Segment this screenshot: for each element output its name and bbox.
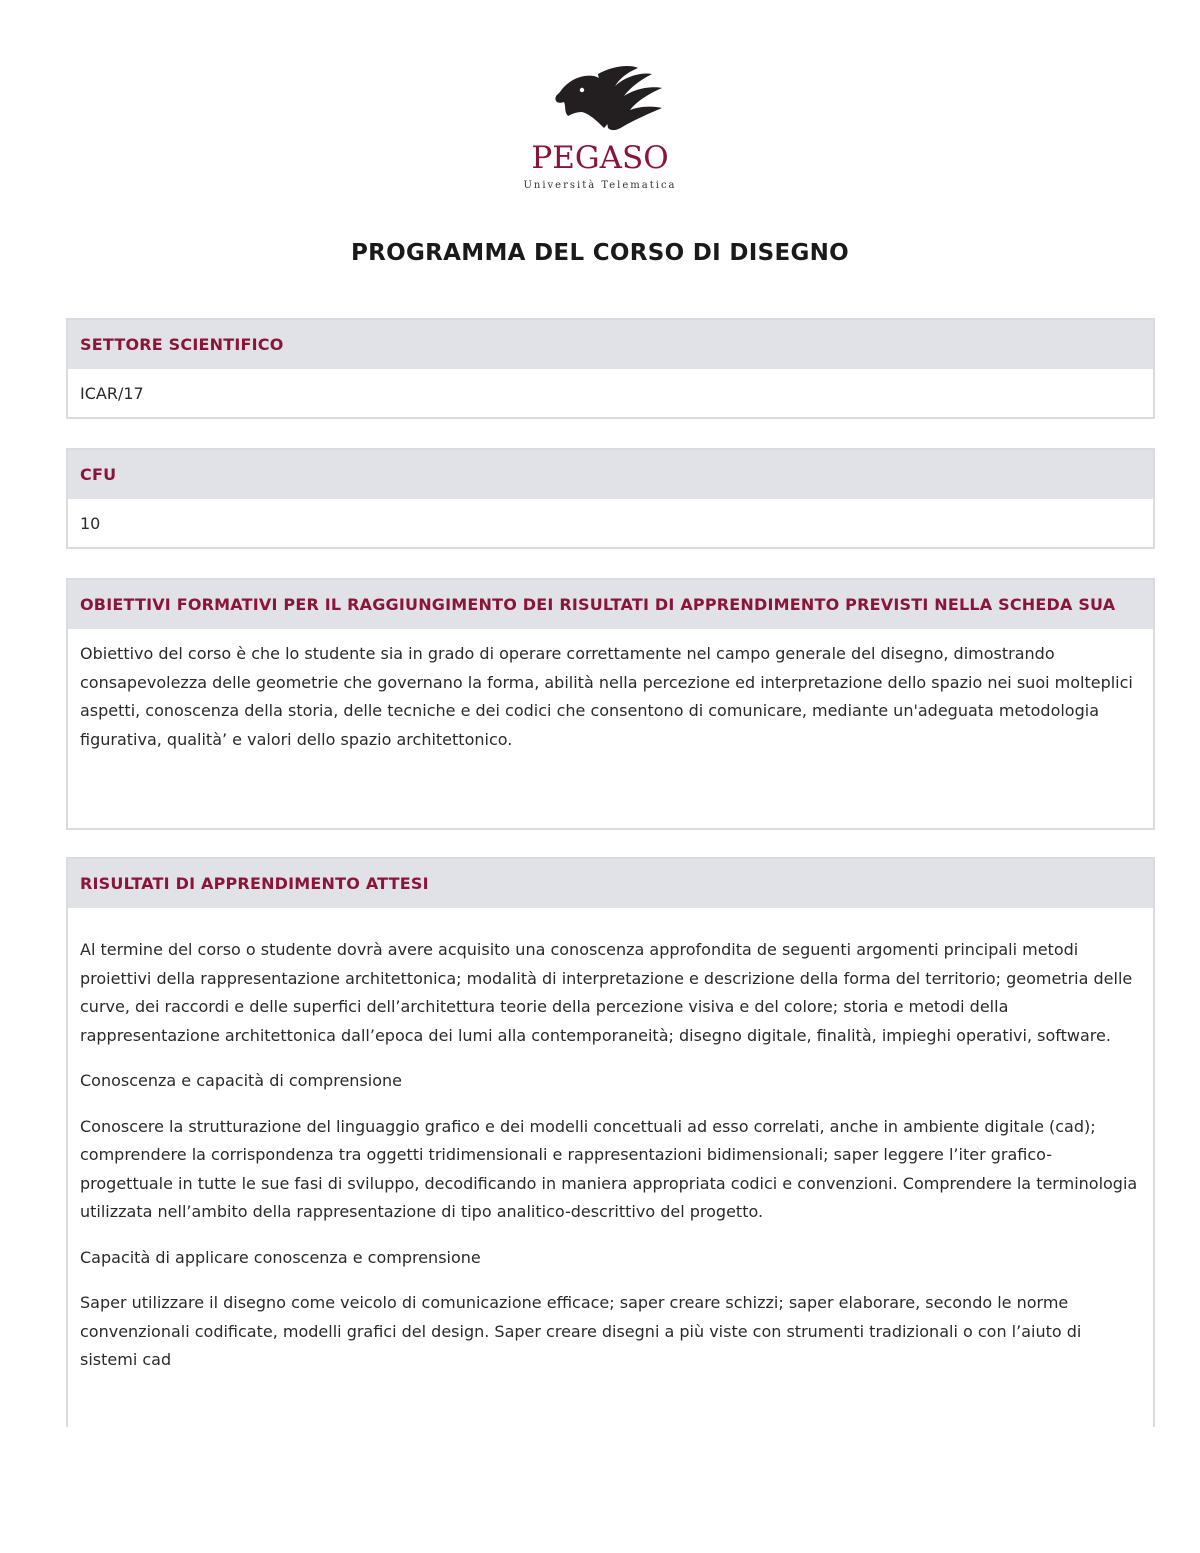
section-header: SETTORE SCIENTIFICO bbox=[68, 320, 1153, 369]
pegasus-horse-icon bbox=[520, 62, 680, 192]
paragraph-intro: Al termine del corso o studente dovrà avere acquisito una conoscenza approfondita de seguenti argomenti principali metodi proiettivi della rappresentazione architettonica; modalità di interpretazione e descrizione della forma del territorio; geometria delle curve, dei raccordi e delle superfici dell’architettura teorie della percezione visiva e del colore; storia e metodi della rappresentazione architettonica dall’epoca dei lumi alla contemporaneità; disegno digitale, finalità, impieghi operativi, software. bbox=[80, 940, 1133, 1045]
paragraph-capacita: Saper utilizzare il disegno come veicolo di comunicazione efficace; saper creare schizzi; saper elaborare, secondo le norme convenzionali codificate, modelli grafici del design. Saper creare disegni a più viste con strumenti tradizionali o con l’aiuto di sistemi cad bbox=[80, 1293, 1082, 1369]
paragraph-conoscenza: Conoscere la strutturazione del linguaggio grafico e dei modelli concettuali ad esso correlati, anche in ambiente digitale (cad); comprendere la corrispondenza tra oggetti tridimensionali e rappresentazioni bidimensionali; saper leggere l’iter grafico-progettuale in tutte le sue fasi di sviluppo, decodificando in maniera appropriata codici e convenzioni. Comprendere la terminologia utilizzata nell’ambito della rappresentazione di tipo analitico-descrittivo del progetto. bbox=[80, 1116, 1138, 1221]
section-header: RISULTATI DI APPRENDIMENTO ATTESI bbox=[68, 859, 1153, 908]
section-obiettivi-formativi bbox=[66, 578, 1155, 830]
paragraph-subheading-capacita: Capacità di applicare conoscenza e comprensione bbox=[80, 1247, 481, 1267]
page-title: PROGRAMMA DEL CORSO DI DISEGNO bbox=[350, 240, 850, 266]
section-text bbox=[68, 908, 1153, 1389]
svg-text:Università Telematica: Università Telematica bbox=[523, 180, 677, 191]
section-header: CFU bbox=[68, 450, 1153, 499]
section-cfu bbox=[66, 448, 1155, 549]
section-settore-scientifico bbox=[66, 318, 1155, 419]
paragraph-subheading-conoscenza: Conoscenza e capacità di comprensione bbox=[80, 1071, 402, 1090]
section-value: 10 bbox=[80, 514, 101, 533]
section-risultati-apprendimento bbox=[66, 857, 1155, 1427]
section-value: ICAR/17 bbox=[80, 384, 144, 403]
svg-text:PEGASO: PEGASO bbox=[531, 140, 669, 176]
section-header: OBIETTIVI FORMATIVI PER IL RAGGIUNGIMENTO DEI RISULTATI DI APPRENDIMENTO PREVISTI NELLA SCHEDA SUA bbox=[68, 580, 1153, 629]
section-text: Obiettivo del corso è che lo studente sia in grado di operare correttamente nel campo generale del disegno, dimostrando consapevolezza delle geometrie che governano la forma, abilità nella percezione ed interpretazione dello spazio nei suoi molteplici aspetti, conoscenza della storia, delle tecniche e dei codici che consentono di comunicare, mediante un'adeguata metodologia figurativa, qualità’ e valori dello spazio architettonico. bbox=[80, 644, 1133, 749]
pegaso-logo bbox=[520, 62, 680, 192]
